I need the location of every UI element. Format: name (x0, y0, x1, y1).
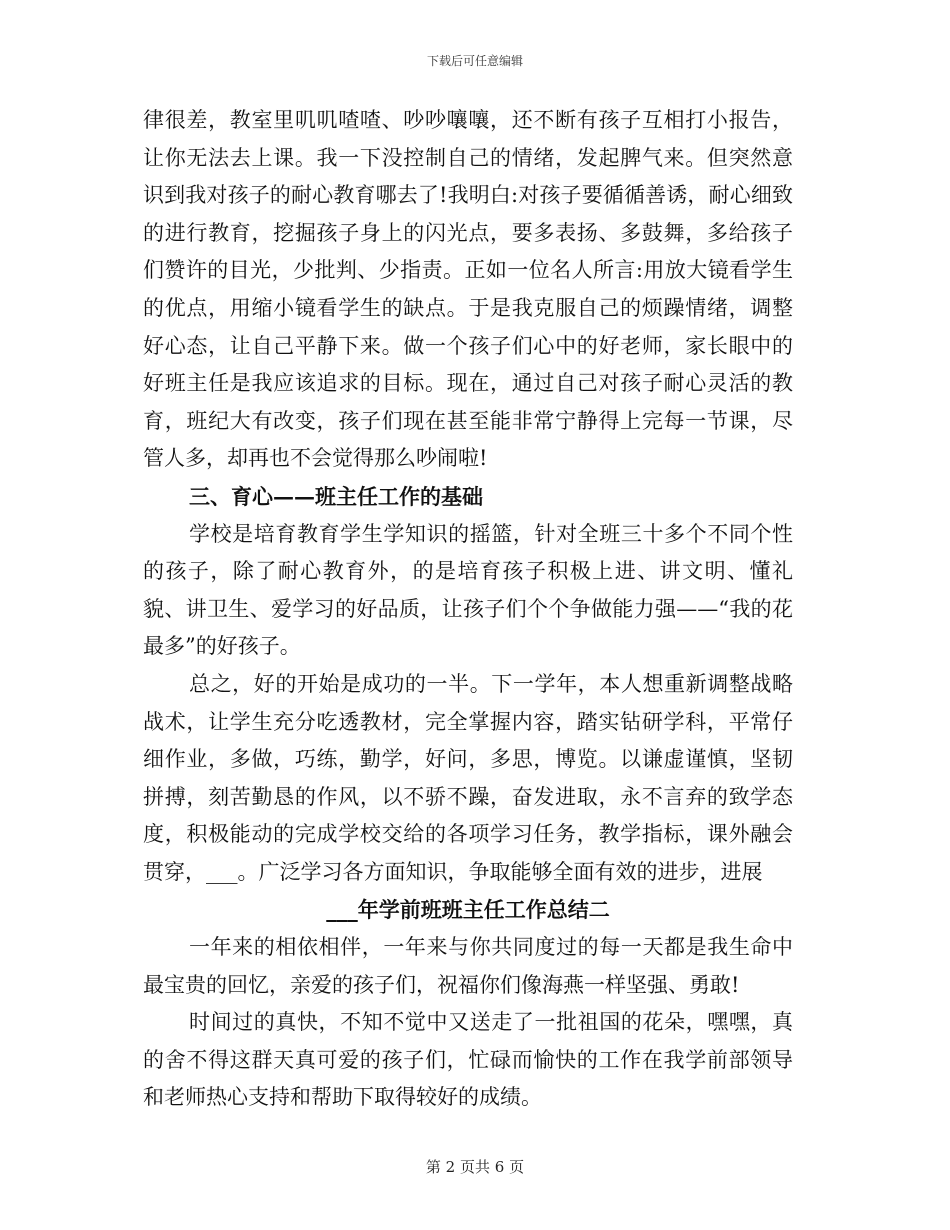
body-paragraph: 一年来的相依相伴，一年来与你共同度过的每一天都是我生命中最宝贵的回忆，亲爱的孩子们，祝福你们像海燕一样坚强、勇敢! (143, 935, 793, 997)
body-paragraph: 时间过的真快，不知不觉中又送走了一批祖国的花朵，嘿嘿，真的舍不得这群天真可爱的孩子们，忙碌而愉快的工作在我学前部领导和老师热心支持和帮助下取得较好的成绩。 (143, 1010, 793, 1110)
body-paragraph: 律很差，教室里叽叽喳喳、吵吵嚷嚷，还不断有孩子互相打小报告，让你无法去上课。我一下没控制自己的情绪，发起脾气来。但突然意识到我对孩子的耐心教育哪去了!我明白:对孩子要循循善诱，耐心细致的进行教育，挖掘孩子身上的闪光点，要多表扬、多鼓舞，多给孩子们赞许的目光，少批判、少指责。正如一位名人所言:用放大镜看学生的优点，用缩小镜看学生的缺点。于是我克服自己的烦躁情绪，调整好心态，让自己平静下来。做一个孩子们心中的好老师，家长眼中的好班主任是我应该追求的目标。现在，通过自己对孩子耐心灵活的教育，班纪大有改变，孩子们现在甚至能非常宁静得上完每一节课，尽管人多，却再也不会觉得那么吵闹啦! (143, 108, 793, 471)
page-footer: 第 2 页共 6 页 (425, 1158, 525, 1176)
document-title: ___年学前班班主任工作总结二 (326, 897, 610, 923)
body-paragraph: 学校是培育教育学生学知识的摇篮，针对全班三十多个不同个性的孩子，除了耐心教育外，的是培育孩子积极上进、讲文明、懂礼貌、讲卫生、爱学习的好品质，让孩子们个个争做能力强——“我的花最多”的好孩子。 (143, 521, 793, 659)
section-heading: 三、育心——班主任工作的基础 (189, 483, 483, 509)
page-header: 下载后可任意编辑 (426, 54, 523, 68)
body-paragraph: 总之，好的开始是成功的一半。下一学年，本人想重新调整战略战术，让学生充分吃透教材，完全掌握内容，踏实钻研学科，平常仔细作业，多做，巧练，勤学，好问，多思，博览。以谦虚谨慎，坚韧拼搏，刻苦勤恳的作风，以不骄不躁，奋发进取，永不言弃的致学态度，积极能动的完成学校交给的各项学习任务，教学指标，课外融会贯穿，___。广泛学习各方面知识，争取能够全面有效的进步，进展 (143, 671, 793, 884)
document-body (143, 102, 793, 1117)
